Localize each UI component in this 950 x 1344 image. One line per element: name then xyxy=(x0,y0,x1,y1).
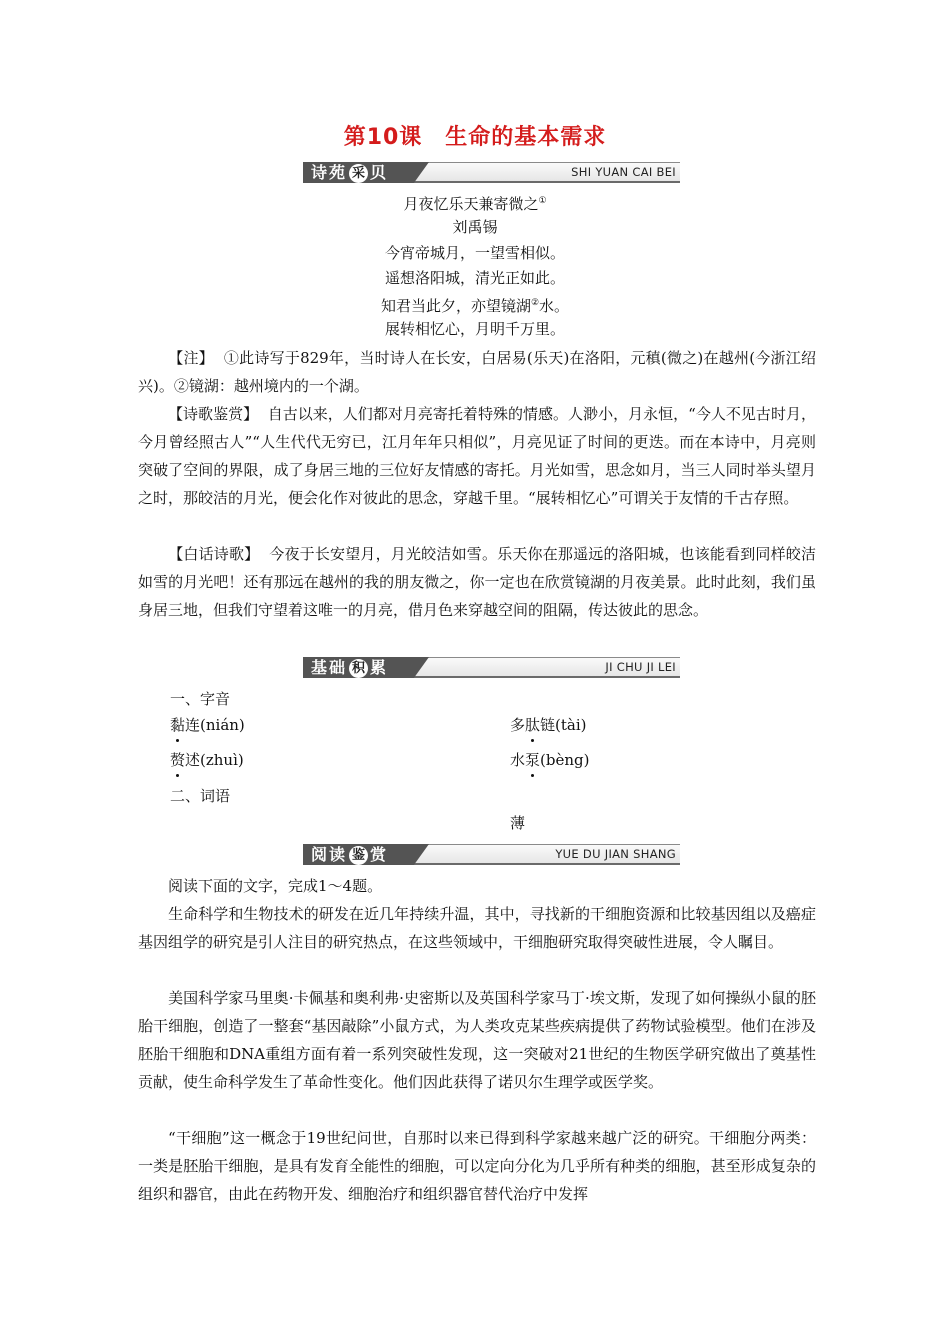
reading-paragraph-1: 生命科学和生物技术的研发在近几年持续升温，其中，寻找新的干细胞资源和比较基因组以及癌症基因组学的研究是引人注目的研究热点，在这些领域中，干细胞研究取得突破性进展，令人瞩目。 xyxy=(138,905,816,951)
banner-cn-a: 诗苑 xyxy=(311,163,348,182)
lesson-title: 第10课 生命的基本需求 xyxy=(343,125,607,150)
reading-paragraph-2: 美国科学家马里奥·卡佩基和奥利弗·史密斯以及英国科学家马丁·埃文斯，发现了如何操纵小鼠的胚胎干细胞，创造了一整套“基因敲除”小鼠方式，为人类攻克某些疾病提供了药物试验模型。他们在涉及胚胎干细胞和DNA重组方面有着一系列突破性发现，这一突破对21世纪的生物医学研究做出了奠基性贡献，使生命科学发生了革命性变化。他们因此获得了诺贝尔生理学或医学奖。 xyxy=(138,989,816,1091)
poem-author: 刘禹锡 xyxy=(452,218,498,236)
banner-circle-char: 采 xyxy=(349,164,368,183)
pronunciation-item: 赘述(zhuì) xyxy=(170,747,244,773)
vernacular-text: 今夜于长安望月，月光皎洁如雪。乐天你在那遥远的洛阳城，也该能看到同样皎洁如雪的月光吧！还有那远在越州的我的朋友微之，你一定也在欣赏镜湖的月夜美景。此时此刻，我们虽身居三地，但我们守望着这唯一的月亮，借月色来穿越空间的阻隔，传达彼此的思念。 xyxy=(138,545,816,619)
reading-paragraph-3: “干细胞”这一概念于19世纪问世，自那时以来已得到科学家越来越广泛的研究。干细胞分两类：一类是胚胎干细胞，是具有发育全能性的细胞，可以定向分化为几乎所有种类的细胞，甚至形成复杂的组织和器官，由此在药物开发、细胞治疗和组织器官替代治疗中发挥 xyxy=(138,1129,816,1203)
banner-cn-b: 贝 xyxy=(370,163,389,182)
banner-pinyin: JI CHU JI LEI xyxy=(605,660,676,674)
banner-pinyin: YUE DU JIAN SHANG xyxy=(555,847,676,861)
banner-cn-a: 阅读 xyxy=(311,845,348,864)
section-banner-basics xyxy=(303,657,680,678)
poem-line: 知君当此夕，亦望镜湖②水。 xyxy=(380,297,570,315)
vernacular-label: 【白话诗歌】 xyxy=(168,545,260,563)
footnote-marker: ① xyxy=(538,196,547,206)
banner-pinyin: SHI YUAN CAI BEI xyxy=(571,165,676,179)
notes-text: ①此诗写于829年，当时诗人在长安，白居易(乐天)在洛阳，元稹(微之)在越州(今浙江绍兴)。②镜湖：越州境内的一个湖。 xyxy=(138,349,816,395)
poem-line: 遥想洛阳城，清光正如此。 xyxy=(384,269,565,287)
section-banner-poetry xyxy=(303,162,680,183)
banner-cn-a: 基础 xyxy=(311,658,348,677)
notes-label: 【注】 xyxy=(168,349,214,367)
basics-heading-words: 二、词语 xyxy=(170,787,231,805)
section-banner-reading xyxy=(303,844,680,865)
pronunciation-item: 黏连(nián) xyxy=(170,712,245,738)
appreciation-paragraph xyxy=(138,400,816,512)
pronunciation-item: 多肽链(tài) xyxy=(510,712,587,738)
poem-line: 展转相忆心，月明千万里。 xyxy=(384,320,565,338)
appreciation-label: 【诗歌鉴赏】 xyxy=(168,405,259,423)
notes-paragraph xyxy=(138,344,816,400)
banner-circle-char: 鉴 xyxy=(349,846,368,865)
banner-cn-b: 赏 xyxy=(370,845,389,864)
reading-intro: 阅读下面的文字，完成1～4题。 xyxy=(168,877,383,895)
basics-heading-pronunciation: 一、字音 xyxy=(170,690,231,708)
appreciation-text: 自古以来，人们都对月亮寄托着特殊的情感。人渺小，月永恒，“今人不见古时月，今月曾经照古人”“人生代代无穷已，江月年年只相似”，月亮见证了时间的更迭。而在本诗中，月亮则突破了空间的界限，成了身居三地的三位好友情感的寄托。月光如雪，思念如月，当三人同时举头望月之时，那皎洁的月光，便会化作对彼此的思念，穿越千里。“展转相忆心”可谓关于友情的千古存照。 xyxy=(138,405,816,507)
banner-cn-b: 累 xyxy=(370,658,389,677)
pronunciation-item: 水泵(bèng) xyxy=(510,747,589,773)
vernacular-paragraph xyxy=(138,540,816,624)
banner-circle-char: 积 xyxy=(349,659,368,678)
vocab-word: 薄 xyxy=(510,814,526,832)
poem-line: 今宵帝城月，一望雪相似。 xyxy=(384,244,565,262)
footnote-marker: ② xyxy=(530,298,540,308)
poem-title: 月夜忆乐天兼寄微之① xyxy=(403,195,547,213)
